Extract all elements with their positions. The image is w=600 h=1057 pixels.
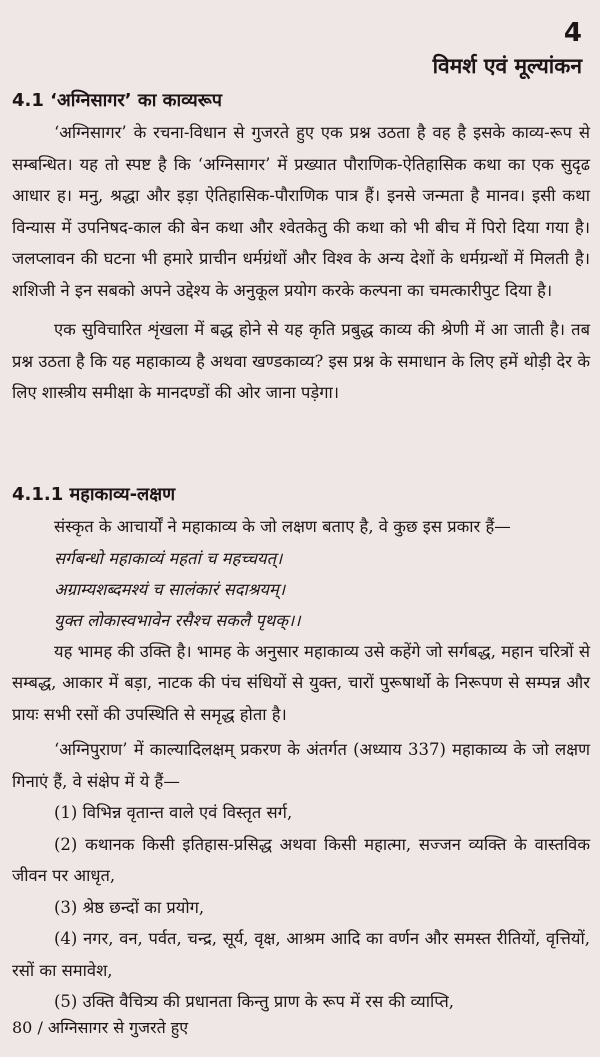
verse-line: युक्त लोकास्वभावेन रसैश्च सकलै पृथक्।। xyxy=(54,610,301,630)
verse-line: सर्गबन्धो महाकाव्यं महतां च महच्चयत्। xyxy=(54,548,283,568)
paragraph: ‘अग्निपुराण’ में काल्यादिलक्षम् प्रकरण के अंतर्गत (अध्याय 337) महाकाव्य के जो लक्षण गिनाएं हैं, वे संक्षेप में ये हैं— xyxy=(12,740,590,791)
verse-line: अग्राम्यशब्दमश्यं च सालंकारं सदाश्रयम्। xyxy=(54,579,286,599)
paragraph: यह भामह की उक्ति है। भामह के अनुसार महाकाव्य उसे कहेंगे जो सर्गबद्ध, महान चरित्रों से सम्बद्ध, आकार में बड़ा, नाटक की पंच संधियों से युक्त, चारों पुरूषार्थो के निरूपण से सम्पन्न और प्रायः सभी रसों की उपस्थिति से समृद्ध होता है। xyxy=(12,641,590,724)
subsection-body xyxy=(12,511,590,1018)
chapter-number: 4 xyxy=(563,18,582,48)
chapter-title: विमर्श एवं मूल्यांकन xyxy=(432,54,582,78)
page-footer: 80 / अग्निसागर से गुजरते हुए xyxy=(12,1018,189,1037)
list-item: (4) नगर, वन, पर्वत, चन्द्र, सूर्य, वृक्ष, आश्रम आदि का वर्णन और समस्त रीतियों, वृत्तियों, रसों का समावेश, xyxy=(12,929,590,980)
paragraph: संस्कृत के आचार्यों ने महाकाव्य के जो लक्षण बताए है, वे कुछ इस प्रकार हैं— xyxy=(54,517,511,536)
paragraph: एक सुविचारित शृंखला में बद्ध होने से यह कृति प्रबुद्ध काव्य की श्रेणी में आ जाती है। तब प्रश्न उठता है कि यह महाकाव्य है अथवा खण्डकाव्य? इस प्रश्न के समाधान के लिए हमें थोड़ी देर के लिए शास्त्रीय समीक्षा के मानदण्डों की ओर जाना पड़ेगा। xyxy=(12,320,590,402)
list-item: (5) उक्ति वैचित्र्य की प्रधानता किन्तु प्राण के रूप में रस की व्याप्ति, xyxy=(54,992,455,1011)
section-heading: 4.1 ‘अग्निसागर’ का काव्यरूप xyxy=(12,90,222,111)
list-item: (3) श्रेष्ठ छन्दों का प्रयोग, xyxy=(54,897,205,917)
list-item: (1) विभिन्न वृतान्त वाले एवं विस्तृत सर्ग, xyxy=(54,803,293,822)
paragraph: ‘अग्निसागर’ के रचना-विधान से गुजरते हुए एक प्रश्न उठता है वह है इसके काव्य-रूप से सम्बन्धित। यह तो स्पष्ट है कि ‘अग्निसागर’ में प्रख्यात पौराणिक-ऐतिहासिक कथा का एक सुदृढ आधार ह। मनु, श्रद्धा और इड़ा ऐतिहासिक-पौराणिक पात्र हैं। इनसे जन्मता है मानव। इसी कथा विन्यास में उपनिषद-काल की बेन कथा और श्वेतकेतु की कथा को भी बीच में पिरो दिया गया है। जलप्लावन की घटना भी हमारे प्राचीन धर्मग्रंथों और विश्व के अन्य देशों के धर्मग्रन्थों में मिलती है। शशिजी ने इन सबको अपने उद्देश्य के अनुकूल प्रयोग करके कल्पना का चमत्कारीपुट दिया है। xyxy=(12,123,590,300)
list-item: (2) कथानक किसी इतिहास-प्रसिद्ध अथवा किसी महात्मा, सज्जन व्यक्ति के वास्तविक जीवन पर आधृत, xyxy=(12,834,590,885)
subsection-heading: 4.1.1 महाकाव्य-लक्षण xyxy=(12,484,176,505)
section-body xyxy=(12,117,590,409)
